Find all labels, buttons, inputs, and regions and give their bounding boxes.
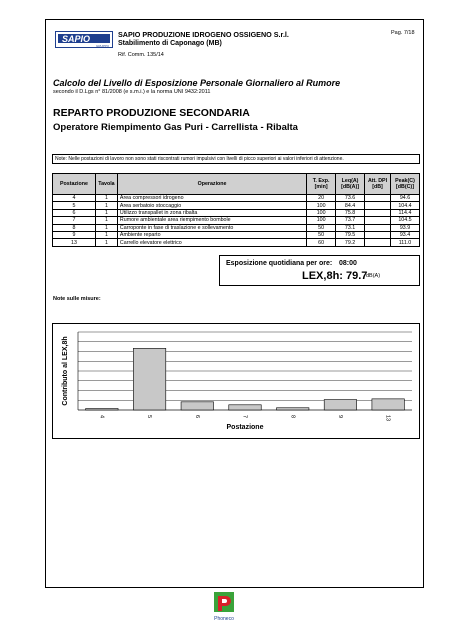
x-tick-label: 6 xyxy=(193,415,200,419)
measurement-notes-label: Note sulle misure: xyxy=(53,296,101,302)
table-cell: 1 xyxy=(95,209,117,216)
chart-bar xyxy=(372,399,404,410)
table-row xyxy=(53,217,420,224)
table-cell: 1 xyxy=(95,195,117,202)
table-cell: Utilizzo transpallet in zona ribalta xyxy=(117,209,306,216)
table-cell: 111.0 xyxy=(390,239,419,246)
table-cell xyxy=(365,239,391,246)
chart-bar xyxy=(86,409,118,410)
logo-subtext: GRUPPO xyxy=(95,44,109,48)
table-row xyxy=(53,202,420,209)
table-cell: 114.4 xyxy=(390,209,419,216)
chart-bar xyxy=(133,348,165,410)
table-cell xyxy=(365,231,391,238)
exposure-table xyxy=(52,173,420,247)
table-cell: 84.4 xyxy=(336,202,365,209)
x-tick-label: 9 xyxy=(336,415,343,419)
report-subtitle: secondo il D.Lgs n° 81/2008 (e s.m.i.) e la norma UNI 9432:2011 xyxy=(53,89,211,95)
table-row xyxy=(53,224,420,231)
lex-readout xyxy=(302,270,367,282)
table-cell: 73.7 xyxy=(336,217,365,224)
table-cell xyxy=(365,224,391,231)
table-cell: 5 xyxy=(53,202,96,209)
column-header: Postazione xyxy=(53,174,96,195)
x-tick-label: 7 xyxy=(241,415,248,419)
column-header: Peak(C) [dB(C)] xyxy=(390,174,419,195)
lex-value: 79.7 xyxy=(346,270,368,282)
table-cell xyxy=(365,217,391,224)
company-name: SAPIO PRODUZIONE IDROGENO OSSIGENO S.r.l. xyxy=(118,30,289,39)
table-cell: 104.4 xyxy=(390,202,419,209)
lex-label: LEX,8h: xyxy=(302,270,343,282)
report-title: Calcolo del Livello di Esposizione Personale Giornaliero al Rumore xyxy=(53,78,341,88)
table-body xyxy=(53,195,420,247)
chart-frame xyxy=(52,323,420,439)
phoneco-logo xyxy=(212,592,236,622)
table-cell: 6 xyxy=(53,209,96,216)
column-header: Tavola xyxy=(95,174,117,195)
table-cell: Carrello elevatore elettrico xyxy=(117,239,306,246)
table-cell: 13 xyxy=(53,239,96,246)
table-cell xyxy=(365,202,391,209)
table-cell: 1 xyxy=(95,202,117,209)
table-cell xyxy=(365,209,391,216)
table-cell: 79.5 xyxy=(336,231,365,238)
department-title: REPARTO PRODUZIONE SECONDARIA xyxy=(53,107,250,119)
column-header: Leq(A) [dB(A)] xyxy=(336,174,365,195)
note-box: Note: Nelle postazioni di lavoro non sono stati riscontrati rumori impulsivi con livelli di picco superiori ai valori inferiori di attenzione. xyxy=(52,154,420,164)
column-header: Operazione xyxy=(117,174,306,195)
table-cell: 50 xyxy=(307,224,336,231)
table-cell: 104.5 xyxy=(390,217,419,224)
table-cell: 20 xyxy=(307,195,336,202)
table-cell: 1 xyxy=(95,239,117,246)
table-cell: Area compressori idrogeno xyxy=(117,195,306,202)
chart-bar xyxy=(324,400,356,410)
table-row xyxy=(53,231,420,238)
table-cell: 100 xyxy=(307,217,336,224)
x-tick-label: 4 xyxy=(98,415,105,419)
table-header-row xyxy=(53,174,420,195)
exposure-hours: 08:00 xyxy=(339,260,357,267)
table-cell: Carroponte in fase di traslazione e sollevamento xyxy=(117,224,306,231)
chart-bar xyxy=(229,405,261,410)
column-header: Att. DPI [dB] xyxy=(365,174,391,195)
table-cell: Rumore ambientale area riempimento bombole xyxy=(117,217,306,224)
table-cell: 73.6 xyxy=(336,195,365,202)
table-row xyxy=(53,239,420,246)
table-cell: 50 xyxy=(307,231,336,238)
logo-text: SAPIO xyxy=(58,34,110,43)
table-cell: 1 xyxy=(95,217,117,224)
table-row xyxy=(53,209,420,216)
chart-bar xyxy=(181,402,213,410)
table-cell: 100 xyxy=(307,209,336,216)
table-cell xyxy=(365,195,391,202)
table-cell: 7 xyxy=(53,217,96,224)
contribution-chart xyxy=(53,324,419,438)
table-cell: 94.6 xyxy=(390,195,419,202)
page-number: Pag. 7/18 xyxy=(391,30,415,36)
table-row xyxy=(53,195,420,202)
y-axis-label: Contributo al LEX,8h xyxy=(62,336,69,406)
x-tick-label: 5 xyxy=(146,415,153,419)
x-tick-label: 13 xyxy=(384,415,391,422)
chart-bar xyxy=(276,408,308,410)
column-header: T. Exp. [min] xyxy=(307,174,336,195)
table-cell: 100 xyxy=(307,202,336,209)
operator-title: Operatore Riempimento Gas Puri - Carrellista - Ribalta xyxy=(53,122,298,133)
table-cell: 9 xyxy=(53,231,96,238)
table-cell: 1 xyxy=(95,231,117,238)
table-cell: Area serbatoio stoccaggio xyxy=(117,202,306,209)
exposure-result-box xyxy=(219,255,420,286)
table-cell: 75.8 xyxy=(336,209,365,216)
brand-name: Phoneco xyxy=(214,616,234,622)
table-cell: 4 xyxy=(53,195,96,202)
table-cell: 93.9 xyxy=(390,224,419,231)
commission-ref: Rif. Comm. 135/14 xyxy=(118,52,164,58)
sapio-logo xyxy=(55,31,113,48)
plant-name: Stabilimento di Caponago (MB) xyxy=(118,40,222,47)
table-cell: 60 xyxy=(307,239,336,246)
x-axis-label: Postazione xyxy=(226,424,264,431)
page-frame xyxy=(45,19,424,588)
table-cell: 73.1 xyxy=(336,224,365,231)
table-cell: Ambiente reparto xyxy=(117,231,306,238)
x-tick-label: 8 xyxy=(289,415,296,419)
exposure-label: Esposizione quotidiana per ore: xyxy=(226,260,333,267)
table-cell: 79.2 xyxy=(336,239,365,246)
table-cell: 93.4 xyxy=(390,231,419,238)
table-cell: 8 xyxy=(53,224,96,231)
lex-unit: dB(A) xyxy=(366,273,381,279)
table-cell: 1 xyxy=(95,224,117,231)
